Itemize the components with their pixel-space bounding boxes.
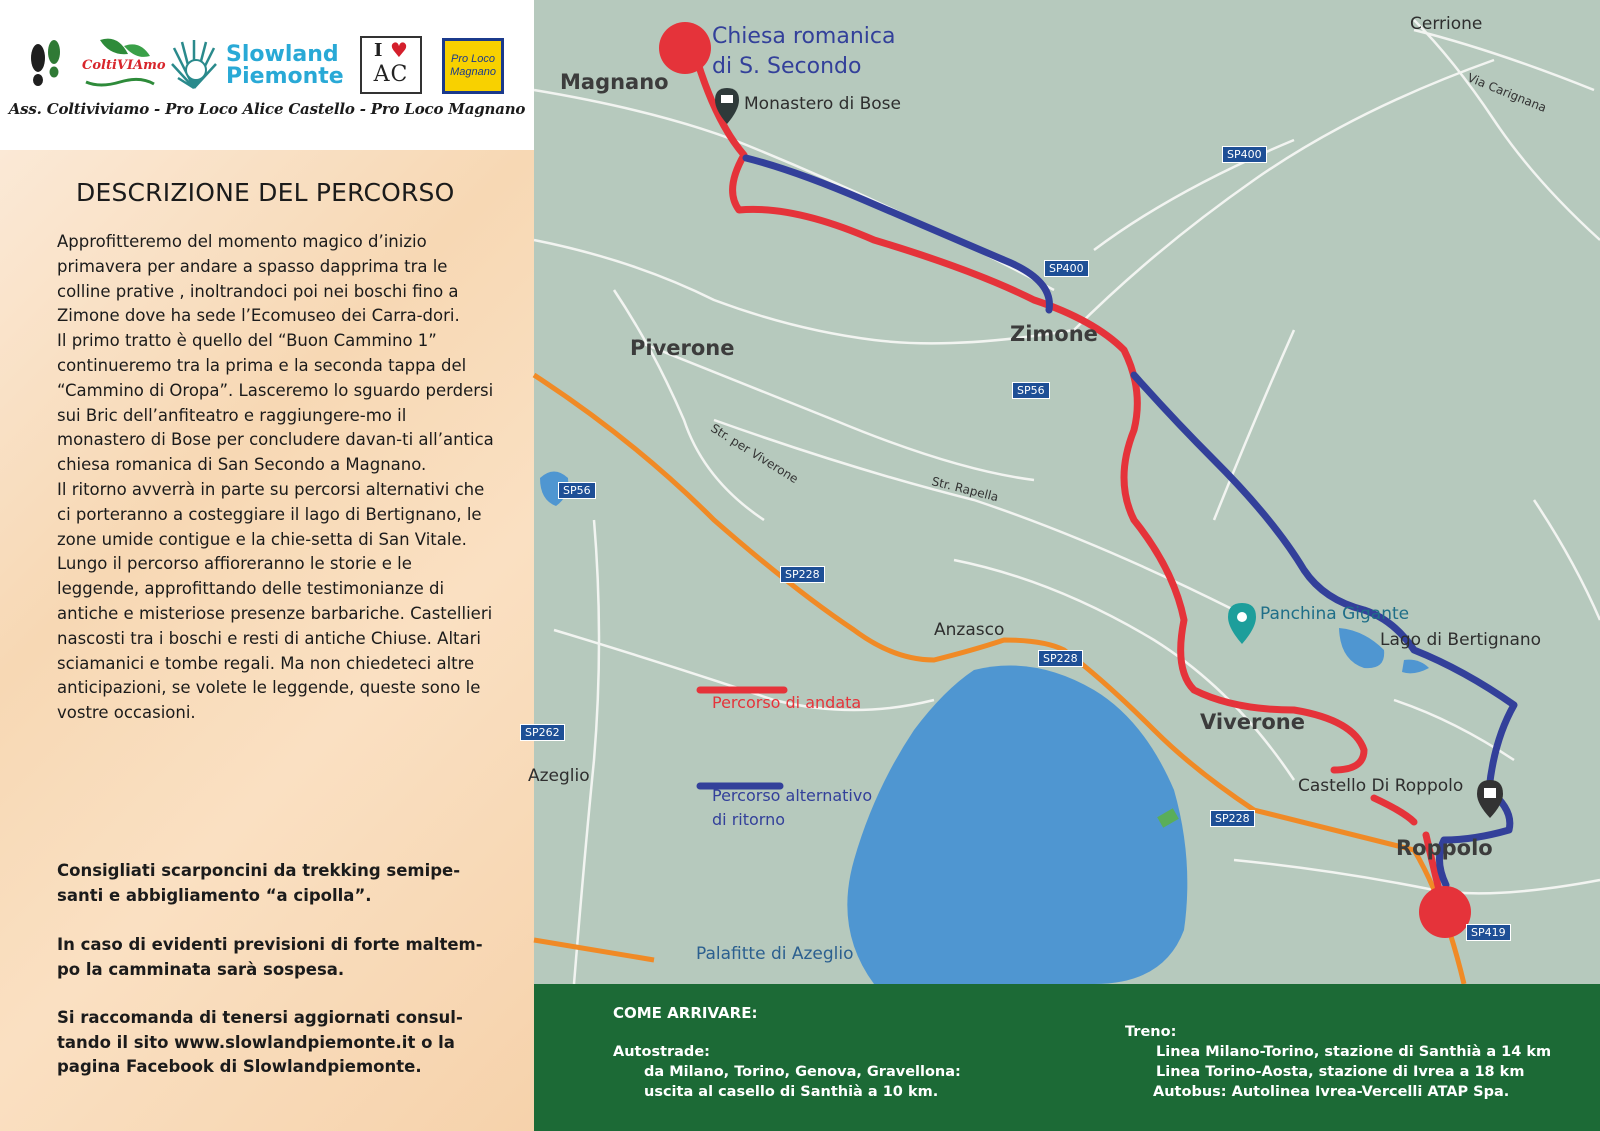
directions-title: COME ARRIVARE: [613, 1004, 758, 1022]
label-anzasco: Anzasco [934, 620, 1005, 640]
description-body [57, 230, 497, 726]
train-label: Treno: [1125, 1024, 1177, 1040]
bus-line: Autobus: Autolinea Ivrea-Vercelli ATAP Spa. [1153, 1084, 1510, 1100]
road-shield-sp56: SP56 [558, 482, 596, 499]
road-shield-sp228: SP228 [1038, 650, 1083, 667]
slowland-line1: Slowland [226, 42, 339, 67]
legend-return-line2: di ritorno [712, 810, 785, 829]
chiesa-label-line1: Chiesa romanica [712, 24, 896, 49]
iloveac-i: I [374, 40, 383, 61]
label-lago-bertignano: Lago di Bertignano [1380, 630, 1542, 650]
chiesa-label [712, 22, 895, 82]
label-monastero: Monastero di Bose [744, 94, 901, 114]
slowland-logo [226, 44, 344, 88]
directions-bar [534, 984, 1600, 1131]
advice-updates: Si raccomanda di tenersi aggiornati consul-tando il sito www.slowlandpiemonte.it o la pagina Facebook di Slowlandpiemonte. [57, 1008, 463, 1076]
lago-bertignano-shape [1339, 628, 1384, 668]
street-via-carignana: Via Carignana [1465, 70, 1549, 115]
highways-label: Autostrade: [613, 1044, 710, 1060]
label-cerrione: Cerrione [1410, 14, 1483, 34]
heart-icon: ♥ [390, 38, 408, 62]
road-shield-sp228: SP228 [1210, 810, 1255, 827]
legend-return-line1: Percorso alternativo [712, 786, 873, 805]
road-shield-sp262: SP262 [520, 724, 565, 741]
road-shield-sp419: SP419 [1466, 924, 1511, 941]
slowland-line2: Piemonte [226, 64, 344, 89]
label-viverone: Viverone [1200, 710, 1305, 734]
label-piverone: Piverone [630, 336, 735, 360]
label-castello: Castello Di Roppolo [1298, 776, 1464, 796]
description-paragraph: Il ritorno avverrà in parte su percorsi alternativi che ci porteranno a costeggiare il lago di Bertignano, le zone umide contigue e la chie-setta di San Vitale. [57, 479, 485, 549]
highway-south [534, 940, 654, 960]
chiesa-label-line2: di S. Secondo [712, 54, 862, 79]
bertignano-wetland [1402, 660, 1429, 674]
start-marker-icon [659, 22, 711, 74]
associations-line: Ass. Coltiviviamo - Pro Loco Alice Castello - Pro Loco Magnano [8, 100, 526, 118]
proloco-line1: Pro Loco [450, 53, 496, 65]
coltiviamo-logo [80, 32, 166, 94]
end-marker-icon [1419, 886, 1471, 938]
bench-pin-icon [1228, 603, 1256, 644]
label-roppolo: Roppolo [1396, 836, 1493, 860]
description-title: DESCRIZIONE DEL PERCORSO [76, 178, 455, 207]
label-palafitte: Palafitte di Azeglio [696, 944, 854, 964]
description-paragraph: Approfitteremo del momento magico d’inizio primavera per andare a spasso dapprima tra le colline prative , inoltrandoci poi nei boschi fino a Zimone dove ha sede l’Ecomuseo dei Carra-dori. [57, 232, 460, 326]
train-line1: Linea Milano-Torino, stazione di Santhià a 14 km [1156, 1044, 1552, 1060]
label-azeglio: Azeglio [528, 766, 590, 786]
street-str-rapella: Str. Rapella [930, 474, 1000, 505]
iloveac-ac: AC [373, 62, 409, 87]
road-shield-sp228: SP228 [780, 566, 825, 583]
proloco-line2: Magnano [450, 66, 496, 78]
road-shield-sp56: SP56 [1012, 382, 1050, 399]
train-line2: Linea Torino-Aosta, stazione di Ivrea a 18 km [1156, 1064, 1525, 1080]
road-shield-sp400: SP400 [1222, 146, 1267, 163]
castle-pin-icon [1477, 780, 1503, 818]
label-panchina: Panchina Gigante [1260, 604, 1410, 624]
description-paragraph: Il primo tratto è quello del “Buon Cammino 1” continueremo tra la prima e la seconda tappa del “Cammino di Oropa”. Lasceremo lo sguardo perdersi sui Bric dell’anfiteatro e raggiungere-mo il monastero di Bose per concludere davan-ti all’antica chiesa romanica di San Secondo a Magnano. [57, 331, 494, 475]
advice-equipment: Consigliati scarponcini da trekking semipe-santi e abbigliamento “a cipolla”. [57, 861, 461, 905]
footprints-logo-icon [28, 38, 64, 94]
coltiviamo-text: ColtiVIAmo [82, 58, 166, 73]
street-str-viverone: Str. per Viverone [708, 421, 801, 487]
highways-line1: da Milano, Torino, Genova, Gravellona: [644, 1064, 961, 1080]
route-map[interactable] [525, 0, 1600, 984]
description-paragraph: Lungo il percorso affioreranno le storie e le leggende, approfittando delle testimonianze di antiche e misteriose presenze barbariche. Castellieri nascosti tra i boschi e resti di antiche Chiuse. Altari sciamanici e tombe regali. Ma non chiedeteci altre anticipazioni, se volete le leggende, queste sono le vostre occasioni. [57, 554, 493, 723]
label-magnano: Magnano [560, 70, 669, 94]
label-zimone: Zimone [1010, 322, 1098, 346]
left-panel [0, 0, 534, 1131]
legend-return-label [712, 784, 872, 832]
advice-weather: In caso di evidenti previsioni di forte maltem-po la camminata sarà sospesa. [57, 935, 483, 979]
legend-outbound-label: Percorso di andata [712, 693, 862, 712]
iloveac-logo [360, 36, 422, 94]
proloco-magnano-logo [442, 38, 504, 94]
slowland-lion-icon [168, 36, 220, 94]
road-shield-sp400: SP400 [1044, 260, 1089, 277]
highways-line2: uscita al casello di Santhià a 10 km. [644, 1084, 939, 1100]
logo-band [0, 0, 534, 150]
